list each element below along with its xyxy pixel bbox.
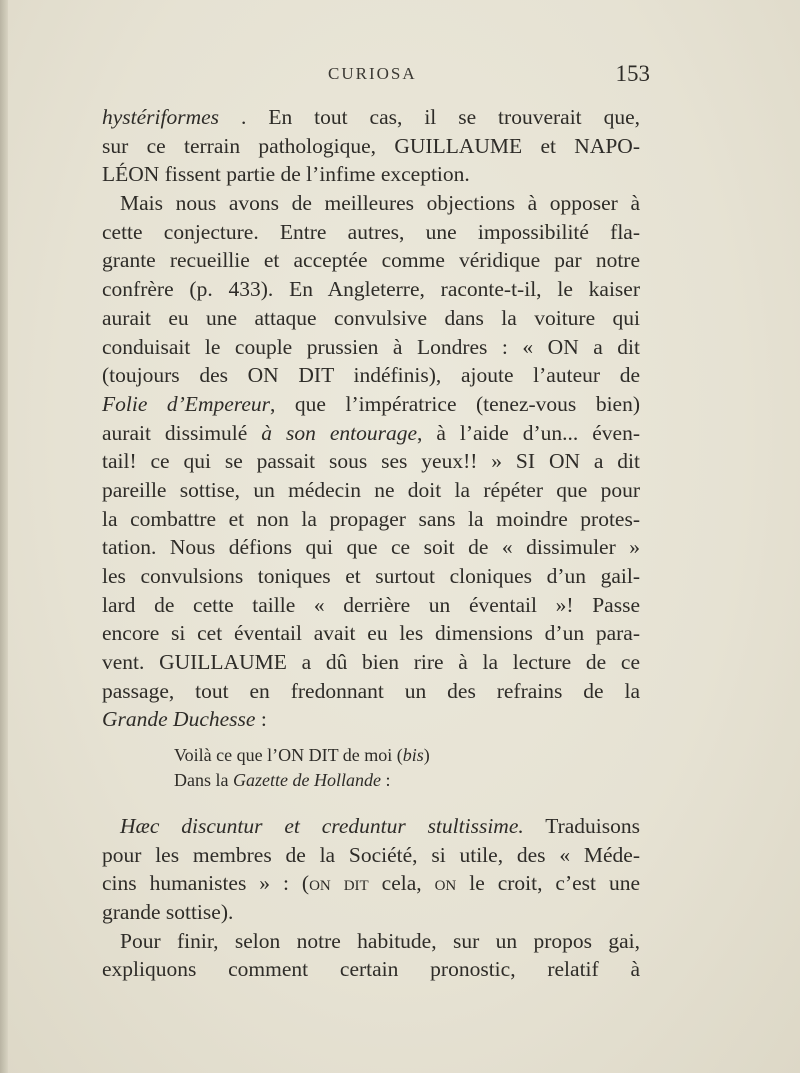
text-line: pour les membres de la Société, si utile, des « Méde- <box>102 842 640 867</box>
text-line <box>102 103 640 132</box>
text-line: grante recueillie et acceptée comme véridique par notre <box>102 248 640 273</box>
text-fragment: cela, <box>368 871 435 896</box>
text-line: pareille sottise, un médecin ne doit la répéter que pour <box>102 477 640 502</box>
text-line: Mais nous avons de meilleures objections à opposer à <box>120 191 640 216</box>
text-fragment: cins humanistes » : ( <box>102 871 310 896</box>
text-line: conduisait le couple prussien à Londres : « ON a dit <box>102 334 640 359</box>
italic-term: hystériformes <box>102 105 220 129</box>
text-fragment: Traduisons <box>523 814 640 838</box>
running-title: CURIOSA <box>328 64 417 83</box>
latin-quote: Hæc discuntur et creduntur stultissime. <box>120 814 524 838</box>
text-line: encore si cet éventail avait eu les dimensions d’un para- <box>102 621 640 646</box>
text-line: vent. GUILLAUME a dû bien rire à la lecture de ce <box>102 650 640 675</box>
page-number: 153 <box>615 61 650 86</box>
small-caps-word: dit <box>343 871 369 896</box>
quoted-verse <box>174 743 430 793</box>
text-line: tation. Nous défions qui que ce soit de « dissimuler » <box>102 535 640 560</box>
verse-line <box>174 743 430 768</box>
text-line: expliquons comment certain pronostic, relatif à <box>102 957 640 982</box>
closing-paragraphs <box>102 812 640 984</box>
text-fragment: : <box>380 770 391 790</box>
text-fragment: Dans la <box>174 770 233 790</box>
text-line: grande sottise). <box>102 900 234 925</box>
text-line: la combattre et non la propager sans la moindre protes- <box>102 506 640 531</box>
text-line <box>102 705 640 734</box>
text-fragment: le croit, c’est une <box>456 871 640 896</box>
text-fragment: aurait dissimulé <box>102 420 262 445</box>
text-fragment: . En tout cas, il se trouverait que, <box>241 105 640 129</box>
text-fragment: Voilà ce que l’ON DIT de moi ( <box>174 745 403 765</box>
text-line: les convulsions toniques et surtout cloniques d’un gail- <box>102 564 640 588</box>
text-line <box>102 390 640 419</box>
text-fragment: : <box>255 707 267 732</box>
text-line: confrère (p. 433). En Angleterre, raconte-t-il, le kaiser <box>102 277 640 302</box>
text-line <box>102 812 640 841</box>
text-line: passage, tout en fredonnant un des refrains de la <box>102 678 640 703</box>
body-paragraphs <box>102 103 640 734</box>
text-fragment <box>331 871 344 895</box>
text-line: (toujours des ON DIT indéfinis), ajoute l’auteur de <box>102 363 640 388</box>
italic-title: Gazette de Hollande <box>232 770 381 790</box>
text-line: sur ce terrain pathologique, GUILLAUME et NAPO- <box>102 133 640 158</box>
page-header <box>102 62 650 92</box>
italic-phrase: à son entourage <box>261 420 418 445</box>
italic-title: Folie d’Empereur <box>102 391 270 416</box>
small-caps-word: on <box>434 871 457 896</box>
text-fragment: , que l’impératrice (tenez-vous bien) <box>270 391 640 416</box>
italic-title: Grande Duchesse <box>102 707 256 732</box>
text-line: LÉON fissent partie de l’infime exception. <box>102 162 470 187</box>
text-line: aurait eu une attaque convulsive dans la voiture qui <box>102 305 640 330</box>
small-caps-word: on <box>309 871 331 896</box>
italic-term: bis <box>402 745 424 765</box>
text-line: cette conjecture. Entre autres, une impossibilité fla- <box>102 219 640 244</box>
text-line <box>102 869 640 898</box>
text-fragment: , à l’aide d’un... éven- <box>417 420 640 445</box>
verse-line <box>174 768 430 793</box>
text-line: Pour finir, selon notre habitude, sur un propos gai, <box>120 928 640 953</box>
page-binding-edge <box>0 0 8 1073</box>
text-line: lard de cette taille « derrière un éventail »! Passe <box>102 592 640 617</box>
text-line <box>102 419 640 448</box>
text-line: tail! ce qui se passait sous ses yeux!! » SI ON a dit <box>102 449 640 474</box>
text-fragment: ) <box>423 745 430 765</box>
text-fragment <box>219 105 241 129</box>
